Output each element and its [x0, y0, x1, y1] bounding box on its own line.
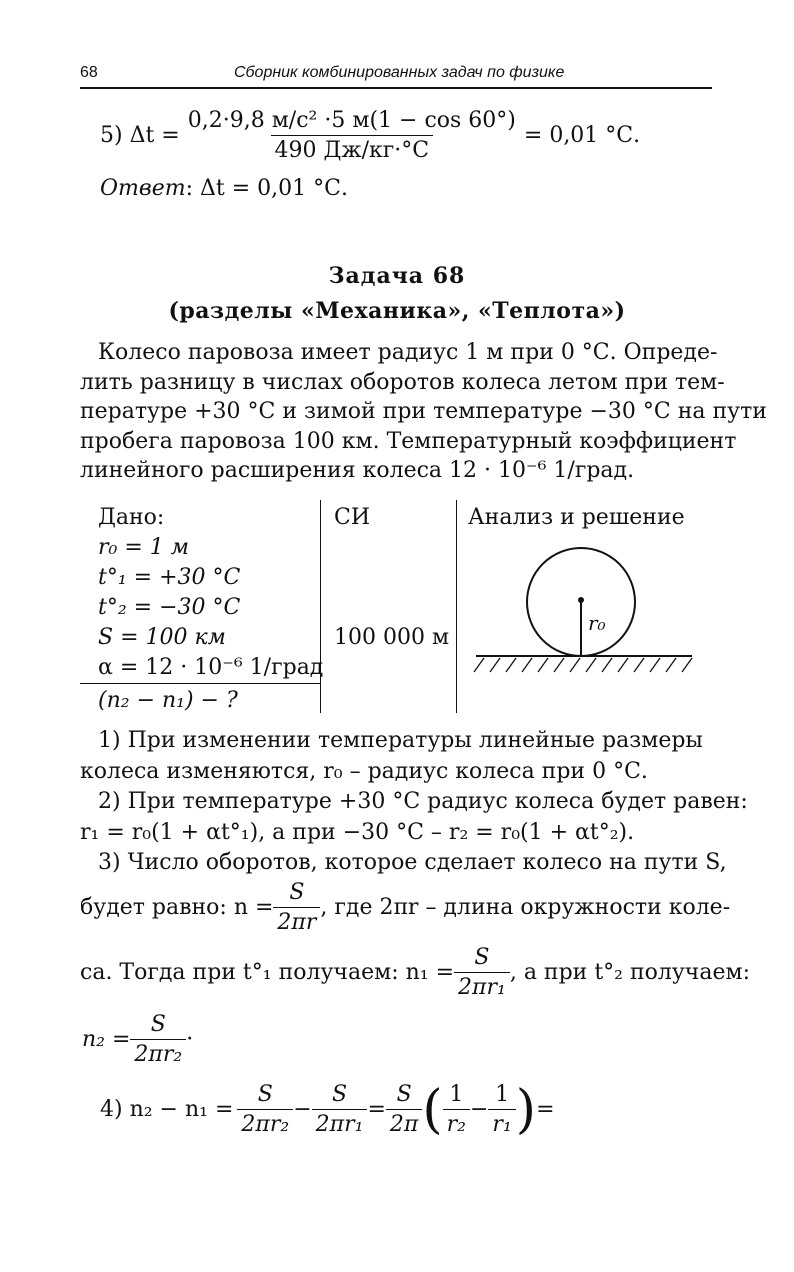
given-header: Дано:: [98, 505, 165, 530]
line6-start: будет равно: n =: [80, 895, 274, 920]
table-find-rule: [80, 683, 320, 684]
radius-label: r₀: [588, 611, 606, 635]
solution-lines: [80, 728, 748, 881]
header-rule: [80, 87, 712, 89]
statement-line: линейного расширения колеса 12 · 10⁻⁶ 1/град.: [80, 458, 635, 483]
statement-line: Колесо паровоза имеет радиус 1 м при 0 °С. Опреде-: [98, 340, 718, 365]
given-t1: t°₁ = +30 °С: [98, 565, 241, 590]
solution-line: r₁ = r₀(1 + αt°₁), а при −30 °С – r₂ = r₀(1 + αt°₂).: [80, 819, 635, 845]
task-subtitle: (разделы «Механика», «Теплота»): [168, 298, 626, 324]
n2-equation: n₂ = $\frac{S}{\text{2πr₂}}$ ·: [82, 1012, 194, 1067]
book-title: Сборник комбинированных задач по физике: [234, 64, 565, 81]
line6-end: , где 2πr – длина окружности коле-: [320, 895, 731, 920]
solution-line: 2) При температуре +30 °С радиус колеса будет равен:: [98, 789, 748, 814]
task-statement: [80, 340, 767, 488]
given-alpha: α = 12 · 10⁻⁶ 1/град: [98, 655, 324, 680]
statement-line: лить разницу в числах оборотов колеса летом при тем-: [80, 369, 725, 395]
task-title: Задача 68: [328, 263, 466, 289]
prev-eq-result: = 0,01 °С.: [523, 123, 641, 148]
given-r0: r₀ = 1 м: [98, 535, 189, 560]
n1-fraction: $\frac{S}{\text{2πr₁}}$: [454, 945, 510, 1000]
si-value: 100 000 м: [334, 625, 450, 650]
statement-line: пробега паровоза 100 км. Температурный коэффициент: [80, 428, 737, 454]
solution-line-6: [80, 880, 730, 935]
line7-start: са. Тогда при t°₁ получаем: n₁ =: [80, 960, 455, 985]
n2-fraction: $\frac{S}{\text{2πr₂}}$: [130, 1012, 186, 1067]
table-divider-1: [320, 500, 321, 713]
answer-label: Ответ: [100, 176, 186, 201]
find-quantity: (n₂ − n₁) − ?: [98, 688, 238, 713]
ground-hatching: [474, 658, 692, 672]
prev-eq-label: 5) Δt =: [100, 123, 180, 148]
step4-equation: 4) n₂ − n₁ = $\frac{S}{\text{2πr₂}}$ − $\frac{S}{\text{2πr₁}}$ = $\frac{S}{2\pi}$ ( $\frac{1}{\text{r₂}}$ − $\frac{1}{\text{r₁}}$ ) =: [100, 1079, 555, 1140]
prev-eq-numerator: 0,2·9,8 м/с² ·5 м(1 − cos 60°): [187, 108, 516, 133]
si-header: СИ: [334, 505, 371, 530]
page-number: 68: [80, 64, 98, 81]
n-fraction: $\frac{S}{2\pi r}$: [273, 880, 320, 935]
prev-eq-fraction: [184, 108, 520, 163]
line7-end: , а при t°₂ получаем:: [509, 960, 751, 985]
given-t2: t°₂ = −30 °С: [98, 595, 241, 620]
solution-line: колеса изменяются, r₀ – радиус колеса при 0 °С.: [80, 758, 648, 784]
table-divider-2: [456, 500, 457, 713]
prev-answer: [100, 176, 348, 201]
analysis-header: Анализ и решение: [468, 505, 685, 530]
statement-line: пературе +30 °С и зимой при температуре −30 °С на пути: [80, 399, 767, 424]
wheel-diagram: [470, 540, 700, 680]
solution-line-7: [80, 945, 750, 1000]
prev-eq-denominator: 490 Дж/кг·°С: [271, 135, 434, 163]
solution-line: 1) При изменении температуры линейные размеры: [98, 728, 703, 753]
answer-text: : Δt = 0,01 °С.: [185, 176, 348, 201]
prev-equation: [100, 108, 640, 163]
given-s: S = 100 км: [98, 625, 226, 650]
solution-line: 3) Число оборотов, которое сделает колесо на пути S,: [98, 850, 727, 875]
